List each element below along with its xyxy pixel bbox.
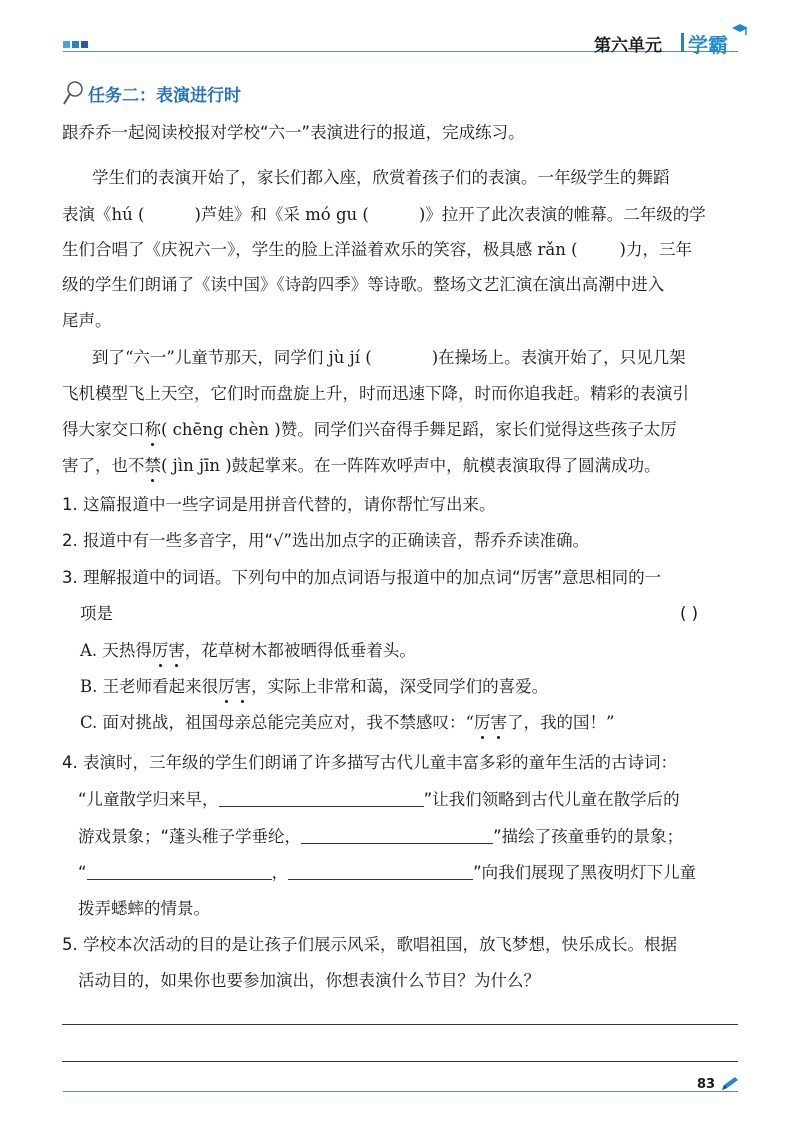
- passage-text: 害了，也不: [62, 456, 145, 475]
- question-4-line: [78, 827, 683, 847]
- dotted-character: 厉: [473, 713, 491, 732]
- passage-line: [62, 240, 692, 260]
- passage-line: 级的学生们朗诵了《读中国》《诗韵四季》等诗歌。整场文艺汇演在演出高潮中进入: [62, 275, 665, 294]
- passage-line: 学生们的表演开始了，家长们都入座，欣赏着孩子们的表演。一年级学生的舞蹈: [92, 168, 670, 187]
- intro-text: 跟乔乔一起阅读校报对学校“六一”表演进行的报道，完成练习。: [62, 123, 525, 142]
- passage-text: 得大家交口: [62, 420, 145, 439]
- question-5-cont: 活动目的，如果你也要参加演出，你想表演什么节目？为什么？: [78, 971, 540, 990]
- passage-text: )》拉开了此次表演的帷幕。二年级的学: [418, 205, 706, 224]
- answer-paren[interactable]: ( ): [680, 604, 699, 623]
- dotted-character: 害: [234, 677, 252, 696]
- question-4-line: [78, 863, 696, 883]
- passage-line: [92, 348, 686, 368]
- answer-line[interactable]: [62, 1061, 738, 1062]
- fill-blank[interactable]: [87, 866, 272, 880]
- passage-line: 尾声。: [62, 311, 112, 330]
- option-text: 了，我的国！”: [506, 713, 615, 732]
- brand-logo: 学霸: [688, 33, 728, 57]
- dotted-character: 厉: [218, 677, 235, 696]
- question-4-line: 拨弄蟋蟀的情景。: [78, 899, 210, 918]
- graduation-cap-icon: [732, 23, 748, 37]
- task-heading: [62, 80, 241, 106]
- question-2: 2. 报道中有一些多音字，用“√”选出加点字的正确读音，帮乔乔读准确。: [62, 531, 590, 550]
- poem-text: “: [78, 863, 87, 882]
- question-5: 5. 学校本次活动的目的是让孩子们展示风采，歌唱祖国，放飞梦想，快乐成长。根据: [62, 935, 677, 954]
- dotted-character: 称: [144, 420, 161, 439]
- passage-text: 到了“六一”儿童节那天，同学们 jù jí (: [92, 348, 372, 367]
- option-text: ，实际上非常和蔼，深受同学们的喜爱。: [251, 677, 549, 696]
- passage-line: 飞机模型飞上天空，它们时而盘旋上升，时而迅速下降，时而你追我赶。精彩的表演引: [62, 384, 689, 403]
- question-4: 4. 表演时，三年级的学生们朗诵了许多描写古代儿童丰富多彩的童年生活的古诗词：: [62, 753, 677, 772]
- passage-text: ( jìn jīn )鼓起掌来。在一阵阵欢呼声中，航模表演取得了圆满成功。: [161, 456, 661, 475]
- fill-blank[interactable]: [219, 793, 424, 807]
- option-c[interactable]: [80, 713, 614, 733]
- fill-blank[interactable]: [288, 866, 473, 880]
- task-title: 任务二：表演进行时: [88, 85, 241, 106]
- unit-label: 第六单元: [594, 36, 662, 56]
- header-decoration: [63, 41, 88, 48]
- poem-text: ”让我们领略到古代儿童在散学后的: [423, 790, 680, 809]
- passage-text: )在操场上。表演开始了，只见几架: [431, 348, 686, 367]
- passage-text: ( chēng chèn )赞。同学们兴奋得手舞足蹈，家长们觉得这些孩子太厉: [161, 420, 677, 439]
- page-number: 83: [697, 1077, 716, 1092]
- passage-text: 表演《hú (: [62, 205, 145, 224]
- question-3-cont: 项是: [80, 604, 113, 623]
- footer-rule: [63, 1091, 738, 1092]
- poem-text: ，: [271, 863, 289, 882]
- poem-text: ”向我们展现了黑夜明灯下儿童: [473, 863, 697, 882]
- poem-text: 游戏景象；“蓬头稚子学垂纶，: [78, 827, 302, 846]
- magnifier-icon: [62, 80, 84, 106]
- option-text: C. 面对挑战，祖国母亲总能完美应对，我不禁感叹：“: [80, 713, 474, 732]
- passage-line: [62, 205, 706, 225]
- pencil-icon: [720, 1076, 740, 1092]
- option-text: ，花草树木都被晒得低垂着头。: [184, 641, 416, 660]
- fill-blank[interactable]: [301, 830, 493, 844]
- answer-line[interactable]: [62, 1024, 738, 1025]
- dotted-character: 害: [168, 641, 185, 660]
- option-b[interactable]: [80, 677, 548, 697]
- passage-text: )芦娃》和《采 mó gu (: [194, 205, 369, 224]
- option-a[interactable]: [80, 641, 416, 661]
- dotted-character: 禁: [144, 456, 161, 475]
- question-3: 3. 理解报道中的词语。下列句中的加点词语与报道中的加点词“厉害”意思相同的一: [62, 568, 662, 587]
- header-separator: [681, 33, 684, 52]
- option-text: A. 天热得: [80, 641, 152, 660]
- poem-text: “儿童散学归来早，: [78, 790, 219, 809]
- passage-line: [62, 420, 677, 440]
- passage-line: [62, 456, 661, 476]
- question-4-line: [78, 790, 680, 810]
- dotted-character: 害: [490, 713, 507, 732]
- dotted-character: 厉: [151, 641, 169, 660]
- poem-text: ”描绘了孩童垂钓的景象；: [493, 827, 684, 846]
- passage-text: 生们合唱了《庆祝六一》，学生的脸上洋溢着欢乐的笑容，极具感 rǎn (: [62, 240, 578, 259]
- question-1: 1. 这篇报道中一些字词是用拼音代替的，请你帮忙写出来。: [62, 495, 496, 514]
- option-text: B. 王老师看起来很: [80, 677, 219, 696]
- passage-text: )力，三年: [619, 240, 692, 259]
